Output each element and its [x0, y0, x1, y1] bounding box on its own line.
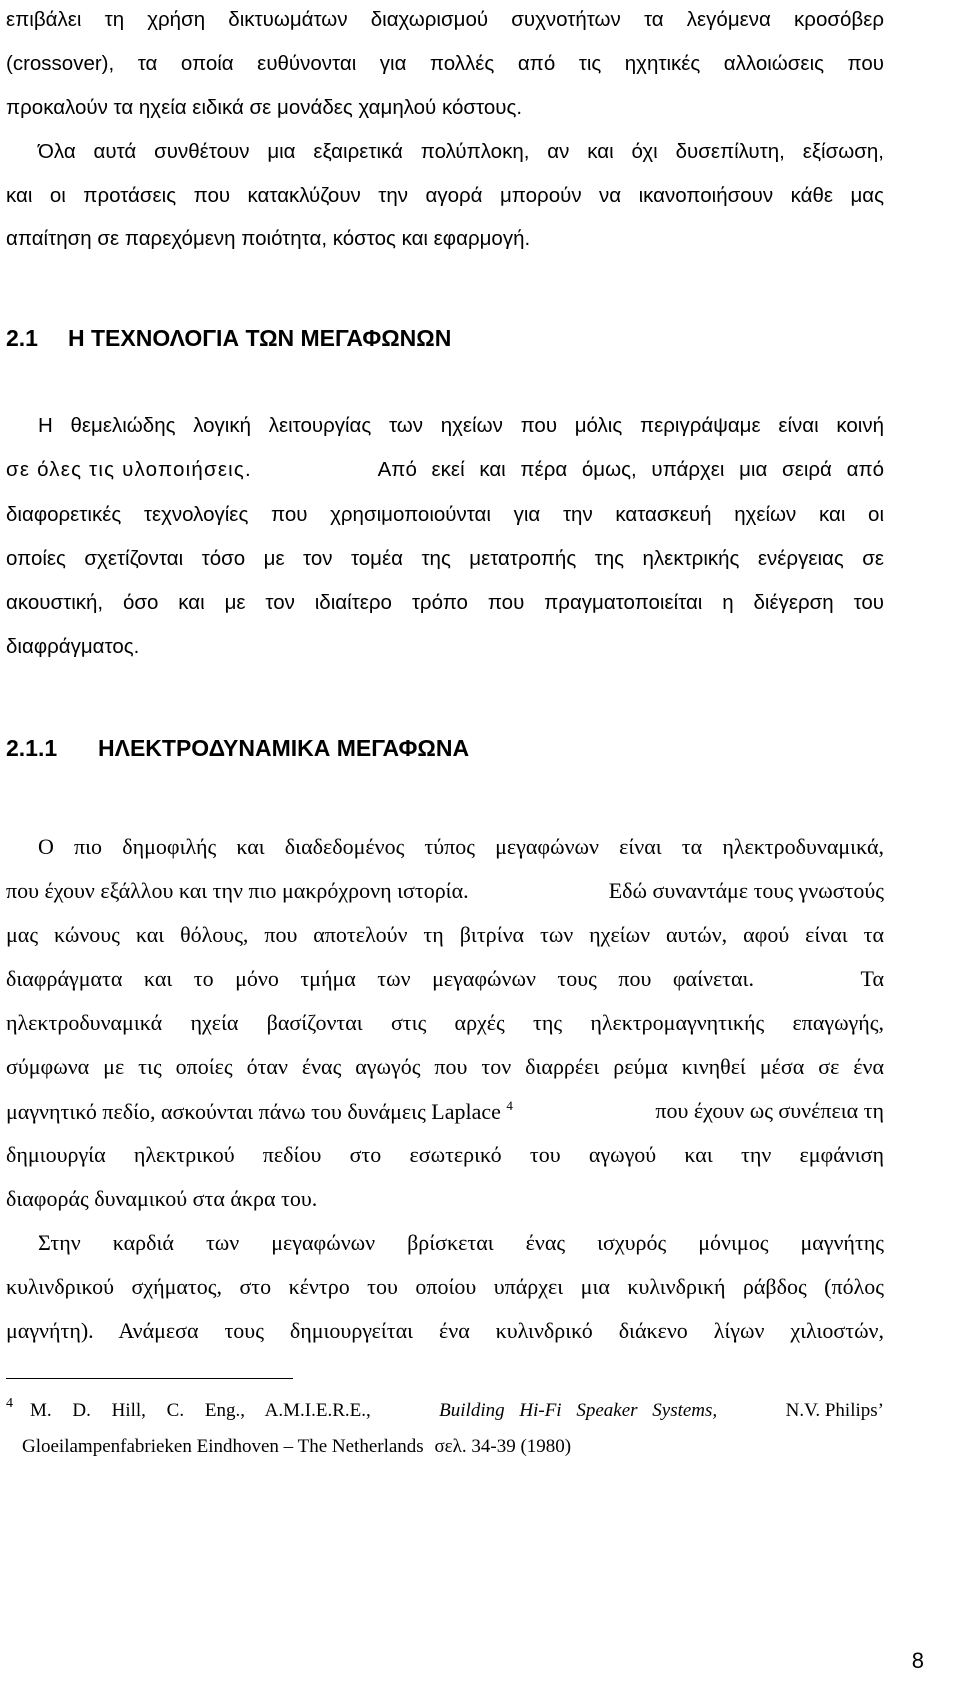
section-number: 2.1 — [6, 325, 38, 351]
footnote-divider — [6, 1378, 293, 1379]
section-heading-2-1 — [6, 325, 451, 352]
s211-line-5: ηλεκτροδυναμικά ηχεία βασίζονται στις αρχές της ηλεκτρομαγνητικής επαγωγής, — [6, 1010, 884, 1035]
footnote-pages-label: σελ. — [434, 1436, 467, 1457]
intro-line-2: (crossover), τα οποία ευθύνονται για πολλές από τις ηχητικές αλλοιώσεις που — [6, 52, 884, 75]
page-number: 8 — [911, 1648, 924, 1673]
footnote-authors: M. D. Hill, C. Eng., A.M.I.E.R.E., — [30, 1400, 371, 1421]
s211-line-7-text: μαγνητικό πεδίο, ασκούνται πάνω του δυνάμεις Laplace — [6, 1099, 501, 1124]
intro-line-1: επιβάλει τη χρήση δικτυωμάτων διαχωρισμού συχνοτήτων τα λεγόμενα κροσόβερ — [6, 8, 884, 31]
s211-line-2 — [6, 878, 884, 904]
s21-line-1: Η θεμελιώδης λογική λειτουργίας των ηχείων που μόλις περιγράψαμε είναι κοινή — [38, 414, 884, 437]
s21-line-4: οποίες σχετίζονται τόσο με τον τομέα της μετατροπής της ηλεκτρικής ενέργειας σε — [6, 547, 884, 570]
footnote-book-title: Building Hi-Fi Speaker Systems, — [439, 1400, 718, 1421]
summary-line-1: Όλα αυτά συνθέτουν μια εξαιρετικά πολύπλοκη, αν και όχι δυσεπίλυτη, εξίσωση, — [38, 140, 884, 163]
s211-line-8: δημιουργία ηλεκτρικού πεδίου στο εσωτερικό του αγωγού και την εμφάνιση — [6, 1142, 884, 1167]
s211-line-7-b: που έχουν ως συνέπεια τη — [655, 1098, 884, 1123]
section-title: Η ΤΕΧΝΟΛΟΓΙΑ ΤΩΝ ΜΕΓΑΦΩΝΩΝ — [68, 325, 452, 351]
magnet-line-1: Στην καρδιά των μεγαφώνων βρίσκεται ένας ισχυρός μόνιμος μαγνήτης — [38, 1230, 884, 1255]
s211-line-3: μας κώνους και θόλους, που αποτελούν τη βιτρίνα των ηχείων αυτών, αφού είναι τα — [6, 922, 884, 947]
footnote-line-1 — [30, 1400, 884, 1422]
footnote-publisher-cont: Gloeilampenfabrieken Eindhoven – The Netherlands — [22, 1436, 424, 1457]
s211-line-4-a: διαφράγματα και το μόνο τμήμα των μεγαφώνων τους που φαίνεται. — [6, 966, 754, 991]
s211-line-4 — [6, 966, 884, 992]
footnote-pages-range: 34-39 (1980) — [471, 1436, 572, 1457]
section-number: 2.1.1 — [6, 735, 58, 761]
s21-line-3: διαφορετικές τεχνολογίες που χρησιμοποιούνται για την κατασκευή ηχείων και οι — [6, 503, 884, 526]
summary-line-2: και οι προτάσεις που κατακλύζουν την αγορά μπορούν να ικανοποιήσουν κάθε μας — [6, 184, 884, 207]
s211-line-6: σύμφωνα με τις οποίες όταν ένας αγωγός που τον διαρρέει ρεύμα κινηθεί μέσα σε ένα — [6, 1054, 884, 1079]
magnet-line-2: κυλινδρικού σχήματος, στο κέντρο του οποίου υπάρχει μια κυλινδρική ράβδος (πόλος — [6, 1274, 884, 1299]
s21-line-2-b: Από εκεί και πέρα όμως, υπάρχει μια σειρά από — [377, 458, 884, 481]
s211-line-7 — [6, 1098, 884, 1125]
s211-line-1: Ο πιο δημοφιλής και διαδεδομένος τύπος μεγαφώνων είναι τα ηλεκτροδυναμικά, — [38, 834, 884, 859]
section-heading-2-1-1 — [6, 735, 469, 762]
s211-line-2-a: που έχουν εξάλλου και την πιο μακρόχρονη ιστορία. — [6, 878, 469, 903]
s21-line-2 — [6, 458, 884, 482]
s211-line-2-b: Εδώ συναντάμε τους γνωστούς — [608, 878, 884, 903]
footnote-mark: 4 — [6, 1396, 13, 1411]
s21-line-6: διαφράγματος. — [6, 635, 140, 658]
s211-line-9: διαφοράς δυναμικού στα άκρα του. — [6, 1186, 318, 1211]
s211-line-4-b: Τα — [860, 966, 884, 991]
footnote-publisher: N.V. Philips’ — [785, 1400, 884, 1421]
footnote-line-2 — [22, 1436, 571, 1458]
s21-line-2-a: σε όλες τις υλοποιήσεις. — [6, 458, 252, 481]
magnet-line-3: μαγνήτη). Ανάμεσα τους δημιουργείται ένα κυλινδρικό διάκενο λίγων χιλιοστών, — [6, 1318, 884, 1343]
footnote-reference: 4 — [506, 1098, 513, 1113]
s21-line-5: ακουστική, όσο και με τον ιδιαίτερο τρόπο που πραγματοποιείται η διέγερση του — [6, 591, 884, 614]
summary-line-3: απαίτηση σε παρεχόμενη ποιότητα, κόστος και εφαρμογή. — [6, 227, 531, 250]
s211-line-7-a — [6, 1098, 513, 1125]
section-title: ΗΛΕΚΤΡΟΔΥΝΑΜΙΚΑ ΜΕΓΑΦΩΝΑ — [98, 735, 470, 761]
intro-line-3: προκαλούν τα ηχεία ειδικά σε μονάδες χαμηλού κόστους. — [6, 96, 523, 119]
